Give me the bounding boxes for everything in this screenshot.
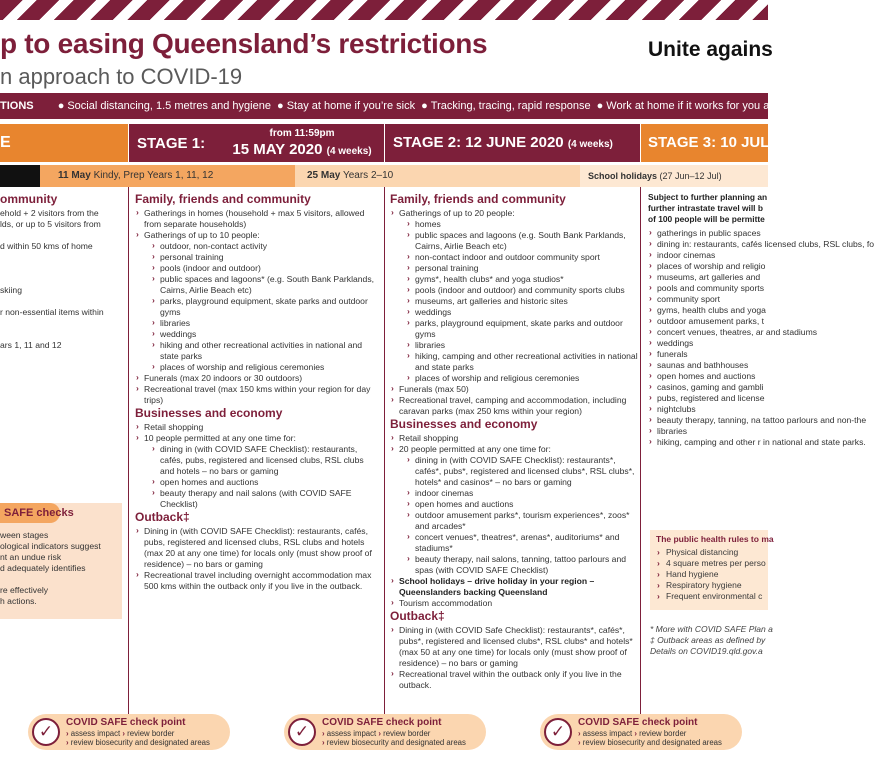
sub-list-item: › museums, art galleries and historic sites (399, 296, 638, 307)
stage-duration: (4 weeks) (567, 139, 613, 150)
footnote-line: * More with COVID SAFE Plan a (650, 624, 773, 634)
sub-list-item: › concert venues*, theatres*, arenas*, auditoriums* and stadiums* (399, 532, 638, 554)
section-heading: Businesses and economy (390, 417, 538, 431)
schedule-text: Kindy, Prep Years 1, 11, 12 (93, 170, 214, 181)
sub-list-item: › indoor cinemas (399, 488, 638, 499)
checkpoint-title: COVID SAFE check point (322, 717, 442, 728)
text-line (0, 329, 126, 340)
checkpoint-text: assess impact (582, 729, 633, 738)
checkpoint-line (578, 738, 722, 747)
checkpoint-line (322, 729, 430, 738)
list-item: › funerals (648, 349, 768, 360)
sub-list-item: › personal training (399, 263, 638, 274)
campaign-slogan: Unite agains (648, 38, 773, 61)
text-line: h actions. (0, 596, 37, 606)
arrow-icon: › (578, 738, 581, 747)
sub-list-item: › dining in (with COVID SAFE Checklist): restaurants, cafés, pubs, registered and licensed clubs, RSL clubs and hotels – no bars or gaming (144, 444, 380, 477)
sub-list-item: › homes (399, 219, 638, 230)
list-item (135, 422, 380, 433)
sub-list-item: › open homes and auctions (399, 499, 638, 510)
list-item: › Physical distancing (656, 547, 768, 558)
list-item-text: School holidays – drive holiday in your region – Queenslanders backing Queensland (399, 576, 595, 597)
stage-label: STAGE 3: 10 JULY (648, 134, 779, 151)
sub-list-item: › libraries (144, 318, 380, 329)
list-item: › hiking, camping and other r in national and state parks. (648, 437, 768, 448)
stage-start-time: from 11:59pm (269, 128, 335, 139)
sub-list-item: › parks, playground equipment, skate parks and outdoor gyms (144, 296, 380, 318)
checkpoint-line (578, 729, 686, 738)
checkmark-icon: ✓ (288, 718, 316, 746)
list-item (135, 526, 380, 570)
family-friends-list (390, 208, 638, 417)
sub-list-item: › non-contact indoor and outdoor community sport (399, 252, 638, 263)
list-item: › weddings (648, 338, 768, 349)
sub-list-item: › outdoor amusement parks*, tourism experiences*, zoos* and arcades* (399, 510, 638, 532)
list-item-text: 10 people permitted at any one time for: (144, 433, 296, 443)
family-friends-list (135, 208, 380, 406)
public-health-rules-box (650, 530, 774, 610)
condition-item: Work at home if it works for you and (606, 100, 782, 112)
text-line (0, 274, 126, 285)
column-divider (384, 187, 385, 717)
list-item: › Hand hygiene (656, 569, 768, 580)
checkpoint-text: assess impact (70, 729, 121, 738)
checkmark-icon: ✓ (32, 718, 60, 746)
column-stage-1 (135, 192, 380, 592)
list-item: › pools and community sports (648, 283, 768, 294)
section-heading: Outback‡ (135, 510, 190, 524)
list-item-text: Retail shopping (144, 422, 204, 432)
list-item (135, 433, 380, 510)
list-item (390, 384, 638, 395)
list-item: › gatherings in public spaces (648, 228, 768, 239)
intro-line: further intrastate travel will b (648, 203, 763, 213)
arrow-icon: › (66, 729, 69, 738)
current-stage-lines (0, 208, 126, 351)
page-title: p to easing Queensland’s restrictions (0, 28, 488, 59)
stage-3-list (648, 228, 874, 448)
footnote-line: ‡ Outback areas as defined by (650, 635, 766, 645)
bullet-icon: ● (277, 100, 284, 112)
text-line: nt an undue risk (0, 552, 62, 562)
list-item: › open homes and auctions (648, 371, 768, 382)
list-item: › libraries (648, 426, 768, 437)
sub-list-item: › beauty therapy, nail salons, tanning, tattoo parlours and spas (with COVID SAFE Checklist) (399, 554, 638, 576)
arrow-icon: › (322, 738, 325, 747)
section-heading: Family, friends and community (135, 192, 311, 206)
list-item-text: Recreational travel including overnight accommodation max 500 kms within the outback only if you live in the outback. (144, 570, 372, 591)
stage-header-current (0, 124, 128, 162)
page-subtitle: n approach to COVID-19 (0, 64, 243, 89)
arrow-icon: › (322, 729, 325, 738)
list-item-text: Dining in (with COVID SAFE Checklist): restaurants, cafés, pubs, registered and licensed clubs, RSL clubs and hotels (max 20 at any one time) for locals only (must show proof of residence) – no bars or gaming (144, 526, 372, 569)
list-item: › casinos, gaming and gambli (648, 382, 768, 393)
section-heading: Businesses and economy (135, 406, 283, 420)
list-item: › nightclubs (648, 404, 768, 415)
checkpoint-line (66, 729, 174, 738)
checkpoint-text: review biosecurity and designated areas (326, 738, 466, 747)
schedule-date: 25 May (307, 170, 341, 181)
column-stage-3 (648, 192, 874, 448)
list-item-text: Retail shopping (399, 433, 459, 443)
bullet-icon: ● (57, 100, 65, 112)
business-economy-list (135, 422, 380, 510)
sub-list-item: › places of worship and religious ceremonies (399, 373, 638, 384)
public-health-list (656, 547, 768, 602)
covid-safe-checkpoint (540, 714, 742, 750)
sub-list-item: › pools (indoor and outdoor) and community sports clubs (399, 285, 638, 296)
list-item-text: Gatherings in homes (household + max 5 visitors, allowed from separate households) (144, 208, 365, 229)
checkpoint-text: review border (639, 729, 687, 738)
covid-safe-checks-text (0, 530, 101, 607)
checkpoint-text: review border (127, 729, 175, 738)
checkpoint-text: review border (383, 729, 431, 738)
list-item: › gyms, health clubs and yoga (648, 305, 768, 316)
list-item (135, 570, 380, 592)
checkpoint-text: review biosecurity and designated areas (582, 738, 722, 747)
sub-list-item: › hiking and other recreational activities in national and state parks (144, 340, 380, 362)
intro-line: Subject to further planning an (648, 192, 768, 202)
schedule-segment (0, 165, 40, 187)
stage-header-3 (641, 124, 779, 162)
list-item-text: Recreational travel within the outback only if you live in the outback. (399, 669, 622, 690)
list-item (390, 444, 638, 576)
section-heading: Outback‡ (390, 609, 445, 623)
intro-line: of 100 people will be permitte (648, 214, 765, 224)
checkpoint-title: COVID SAFE check point (66, 717, 186, 728)
covid-safe-checkpoint (28, 714, 230, 750)
arrow-icon: › (578, 729, 581, 738)
list-item: › outdoor amusement parks, t (648, 316, 768, 327)
list-item-text: Recreational travel, camping and accommodation, including caravan parks (max 250 kms within your region) (399, 395, 627, 416)
stage-label: STAGE 1: (137, 135, 206, 152)
list-item: › indoor cinemas (648, 250, 768, 261)
condition-item: Social distancing, 1.5 metres and hygiene (67, 100, 271, 112)
list-item-text: Gatherings of up to 10 people: (144, 230, 260, 240)
schedule-text: (27 Jun–12 Jul) (659, 171, 722, 181)
schedule-segment-holidays (580, 165, 768, 187)
bullet-icon: ● (421, 100, 428, 112)
text-line (0, 230, 126, 241)
arrow-icon: › (122, 729, 125, 738)
sub-list-item: › weddings (144, 329, 380, 340)
checkpoint-text: review biosecurity and designated areas (70, 738, 210, 747)
footnote-line: Details on COVID19.qld.gov.a (650, 646, 763, 656)
text-line: re effectively (0, 585, 49, 595)
text-line (0, 296, 126, 307)
stage-label: STAGE 2: 12 JUNE 2020 (393, 134, 564, 151)
column-stage-2 (390, 192, 638, 691)
conditions-bar (0, 93, 782, 119)
list-item (135, 208, 380, 230)
column-divider (128, 187, 129, 717)
sub-list-item: › open homes and auctions (144, 477, 380, 488)
text-line: d adequately identifies (0, 563, 86, 573)
checkpoint-line (66, 738, 210, 747)
sub-list (399, 219, 638, 384)
stage-header-2 (385, 124, 640, 162)
arrow-icon: › (378, 729, 381, 738)
text-line (0, 574, 101, 585)
text-line (0, 263, 126, 274)
list-item: › dining in: restaurants, cafés licensed clubs, RSL clubs, fo (648, 239, 768, 250)
text-line (0, 252, 126, 263)
list-item (390, 395, 638, 417)
sub-list-item: › public spaces and lagoons (e.g. South Bank Parklands, Cairns, Airlie Beach etc) (399, 230, 638, 252)
condition-item: Tracking, tracing, rapid response (430, 100, 591, 112)
list-item (390, 208, 638, 384)
column-divider (640, 187, 641, 717)
list-item (135, 384, 380, 406)
sub-list-item: › places of worship and religious ceremonies (144, 362, 380, 373)
list-item-text: Dining in (with COVID Safe Checklist): restaurants*, cafés*, pubs*, registered and licensed clubs*, RSL clubs* and hotels* (max 50 at any one time) for locals only (must show proof of residence) – no bars or gaming (399, 625, 633, 668)
checkpoint-text: assess impact (326, 729, 377, 738)
list-item: › saunas and bathhouses (648, 360, 768, 371)
list-item: › community sport (648, 294, 768, 305)
list-item (135, 373, 380, 384)
schedule-date: 11 May (58, 170, 91, 181)
stage-header-1 (129, 124, 384, 162)
schedule-segment-may25 (295, 165, 580, 187)
arrow-icon: › (634, 729, 637, 738)
text-line: ehold + 2 visitors from the (0, 208, 99, 218)
list-item-text: Funerals (max 20 indoors or 30 outdoors) (144, 373, 303, 383)
sub-list-item: › hiking, camping and other recreational activities in national and state parks (399, 351, 638, 373)
list-item-text: Funerals (max 50) (399, 384, 469, 394)
stage-date-text: 15 MAY 2020 (232, 141, 323, 158)
sub-list (399, 455, 638, 576)
list-item: › museums, art galleries and (648, 272, 768, 283)
bullet-icon: ● (596, 100, 604, 112)
text-line: lds, or up to 5 visitors from (0, 219, 101, 229)
stage-duration: (4 weeks) (326, 146, 372, 157)
checkpoint-title: COVID SAFE check point (578, 717, 698, 728)
list-item-text: Tourism accommodation (399, 598, 493, 608)
list-item (390, 433, 638, 444)
list-item (390, 598, 638, 609)
text-line: r non-essential items within (0, 307, 104, 317)
column-current-stage (0, 192, 126, 351)
conditions-label: TIONS (0, 100, 34, 112)
text-line: ars 1, 11 and 12 (0, 340, 62, 350)
sub-list-item: › parks, playground equipment, skate parks and outdoor gyms (399, 318, 638, 340)
checkmark-icon: ✓ (544, 718, 572, 746)
sub-list-item: › gyms*, health clubs* and yoga studios* (399, 274, 638, 285)
schedule-segment-may11 (40, 165, 295, 187)
footnotes (650, 624, 773, 657)
list-item-text: Recreational travel (max 150 kms within your region for day trips) (144, 384, 371, 405)
stage-date (227, 141, 377, 158)
public-health-heading: The public health rules to ma (656, 534, 774, 544)
list-item-text: 20 people permitted at any one time for: (399, 444, 551, 454)
list-item-text: Gatherings of up to 20 people: (399, 208, 515, 218)
stage-3-intro (648, 192, 768, 225)
condition-item: Stay at home if you’re sick (286, 100, 416, 112)
outback-list (135, 526, 380, 592)
text-line: skiing (0, 285, 22, 295)
business-economy-list (390, 433, 638, 609)
list-item (390, 669, 638, 691)
schedule-date: School holidays (588, 171, 658, 181)
checkpoint-line (322, 738, 466, 747)
list-item: › places of worship and religio (648, 261, 768, 272)
sub-list-item: › weddings (399, 307, 638, 318)
list-item: › concert venues, theatres, ar and stadiums (648, 327, 768, 338)
text-line: ological indicators suggest (0, 541, 101, 551)
list-item: › beauty therapy, tanning, na tattoo parlours and non-the (648, 415, 768, 426)
sub-list-item: › public spaces and lagoons* (e.g. South Bank Parklands, Cairns, Airlie Beach etc) (144, 274, 380, 296)
schedule-text: Years 2–10 (342, 170, 394, 181)
section-heading: Family, friends and community (390, 192, 566, 206)
list-item: › pubs, registered and license (648, 393, 768, 404)
sub-list-item: › dining in (with COVID SAFE Checklist): restaurants*, cafés*, pubs*, registered and licensed clubs*, RSL clubs*, hotels* and casinos* – no bars or gaming (399, 455, 638, 488)
list-item (390, 625, 638, 669)
sub-list-item: › libraries (399, 340, 638, 351)
list-item (390, 576, 638, 598)
stage-label: E (0, 134, 11, 151)
section-heading: ommunity (0, 192, 58, 206)
top-stripe-border (0, 0, 768, 20)
list-item: › Respiratory hygiene (656, 580, 768, 591)
school-schedule-row (0, 165, 768, 187)
text-line: d within 50 kms of home (0, 241, 93, 251)
sub-list (144, 444, 380, 510)
sub-list-item: › outdoor, non-contact activity (144, 241, 380, 252)
covid-safe-checks-heading: SAFE checks (0, 503, 60, 523)
text-line: ween stages (0, 530, 49, 540)
list-item: › Frequent environmental c (656, 591, 768, 602)
outback-list (390, 625, 638, 691)
arrow-icon: › (66, 738, 69, 747)
sub-list-item: › pools (indoor and outdoor) (144, 263, 380, 274)
text-line (0, 318, 126, 329)
covid-safe-checkpoint (284, 714, 486, 750)
sub-list-item: › personal training (144, 252, 380, 263)
sub-list (144, 241, 380, 373)
sub-list-item: › beauty therapy and nail salons (with COVID SAFE Checklist) (144, 488, 380, 510)
list-item (135, 230, 380, 373)
list-item: › 4 square metres per perso (656, 558, 768, 569)
